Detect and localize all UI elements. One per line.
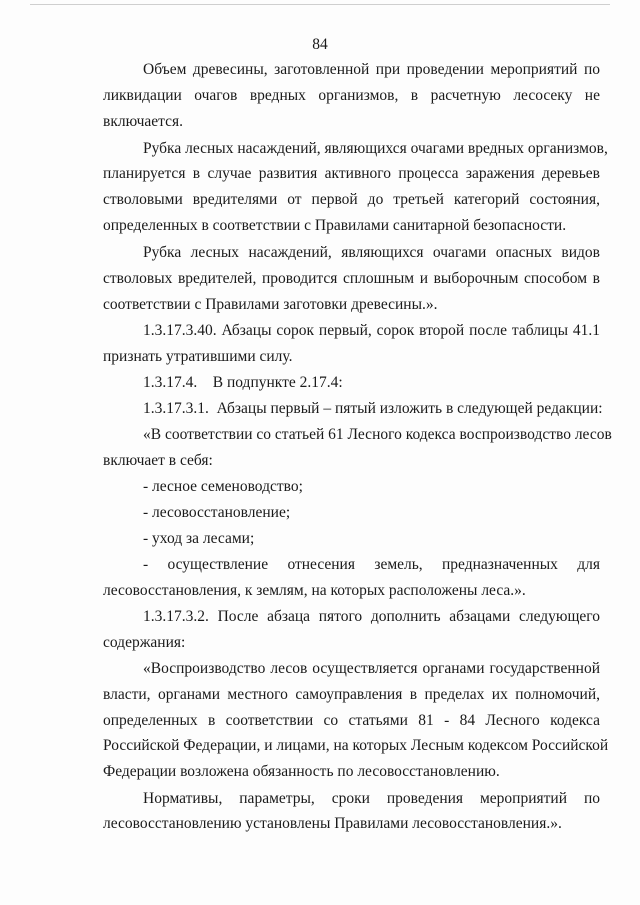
text-line-9: стволовых вредителей, проводится сплошным и выборочным способом в (103, 270, 600, 287)
text-line-23: содержания: (103, 634, 186, 651)
text-line-28: Федерации возложена обязанность по лесовосстановлению. (103, 763, 500, 780)
text-line-8: Рубка лесных насаждений, являющихся очагами опасных видов (143, 244, 600, 261)
text-line-15: «В соответствии со статьей 61 Лесного кодекса воспроизводство лесов (143, 426, 612, 443)
text-line-5: планируется в случае развития активного процесса заражения деревьев (103, 165, 600, 182)
text-line-16: включает в себя: (103, 452, 213, 469)
text-line-20: - осуществление отнесения земель, предназначенных для (143, 556, 600, 573)
text-line-21: лесовосстановления, к землям, на которых расположены леса.». (103, 582, 526, 599)
text-line-14: 1.3.17.3.1. Абзацы первый – пятый изложить в следующей редакции: (143, 400, 603, 417)
text-line-24: «Воспроизводство лесов осуществляется органами государственной (143, 660, 600, 677)
text-line-17: - лесное семеноводство; (143, 478, 303, 495)
text-line-4: Рубка лесных насаждений, являющихся очагами вредных организмов, (143, 140, 608, 157)
text-line-6: стволовыми вредителями от первой до третьей категорий состояния, (103, 191, 600, 208)
text-line-2: ликвидации очагов вредных организмов, в расчетную лесосеку не (103, 87, 600, 104)
text-line-18: - лесовосстановление; (143, 504, 291, 521)
text-line-3: включается. (103, 113, 183, 130)
text-line-27: Российской Федерации, и лицами, на которых Лесным кодексом Российской (103, 737, 609, 754)
text-line-12: признать утратившими силу. (103, 348, 293, 365)
text-line-29: Нормативы, параметры, сроки проведения мероприятий по (143, 790, 600, 807)
text-line-1: Объем древесины, заготовленной при проведении мероприятий по (143, 61, 600, 78)
text-line-19: - уход за лесами; (143, 530, 255, 547)
page-number: 84 (312, 36, 328, 53)
text-line-25: власти, органами местного самоуправления в пределах их полномочий, (103, 686, 600, 703)
scan-top-edge (30, 4, 610, 5)
text-line-13: 1.3.17.4. В подпункте 2.17.4: (143, 374, 343, 391)
text-line-11: 1.3.17.3.40. Абзацы сорок первый, сорок второй после таблицы 41.1 (143, 322, 600, 339)
text-line-10: соответствии с Правилами заготовки древесины.». (103, 296, 438, 313)
text-line-22: 1.3.17.3.2. После абзаца пятого дополнить абзацами следующего (143, 608, 600, 625)
text-line-30: лесовосстановлению установлены Правилами лесовосстановления.». (103, 815, 562, 832)
text-line-7: определенных в соответствии с Правилами санитарной безопасности. (103, 217, 567, 234)
text-line-26: определенных в соответствии со статьями 81 - 84 Лесного кодекса (103, 712, 600, 729)
